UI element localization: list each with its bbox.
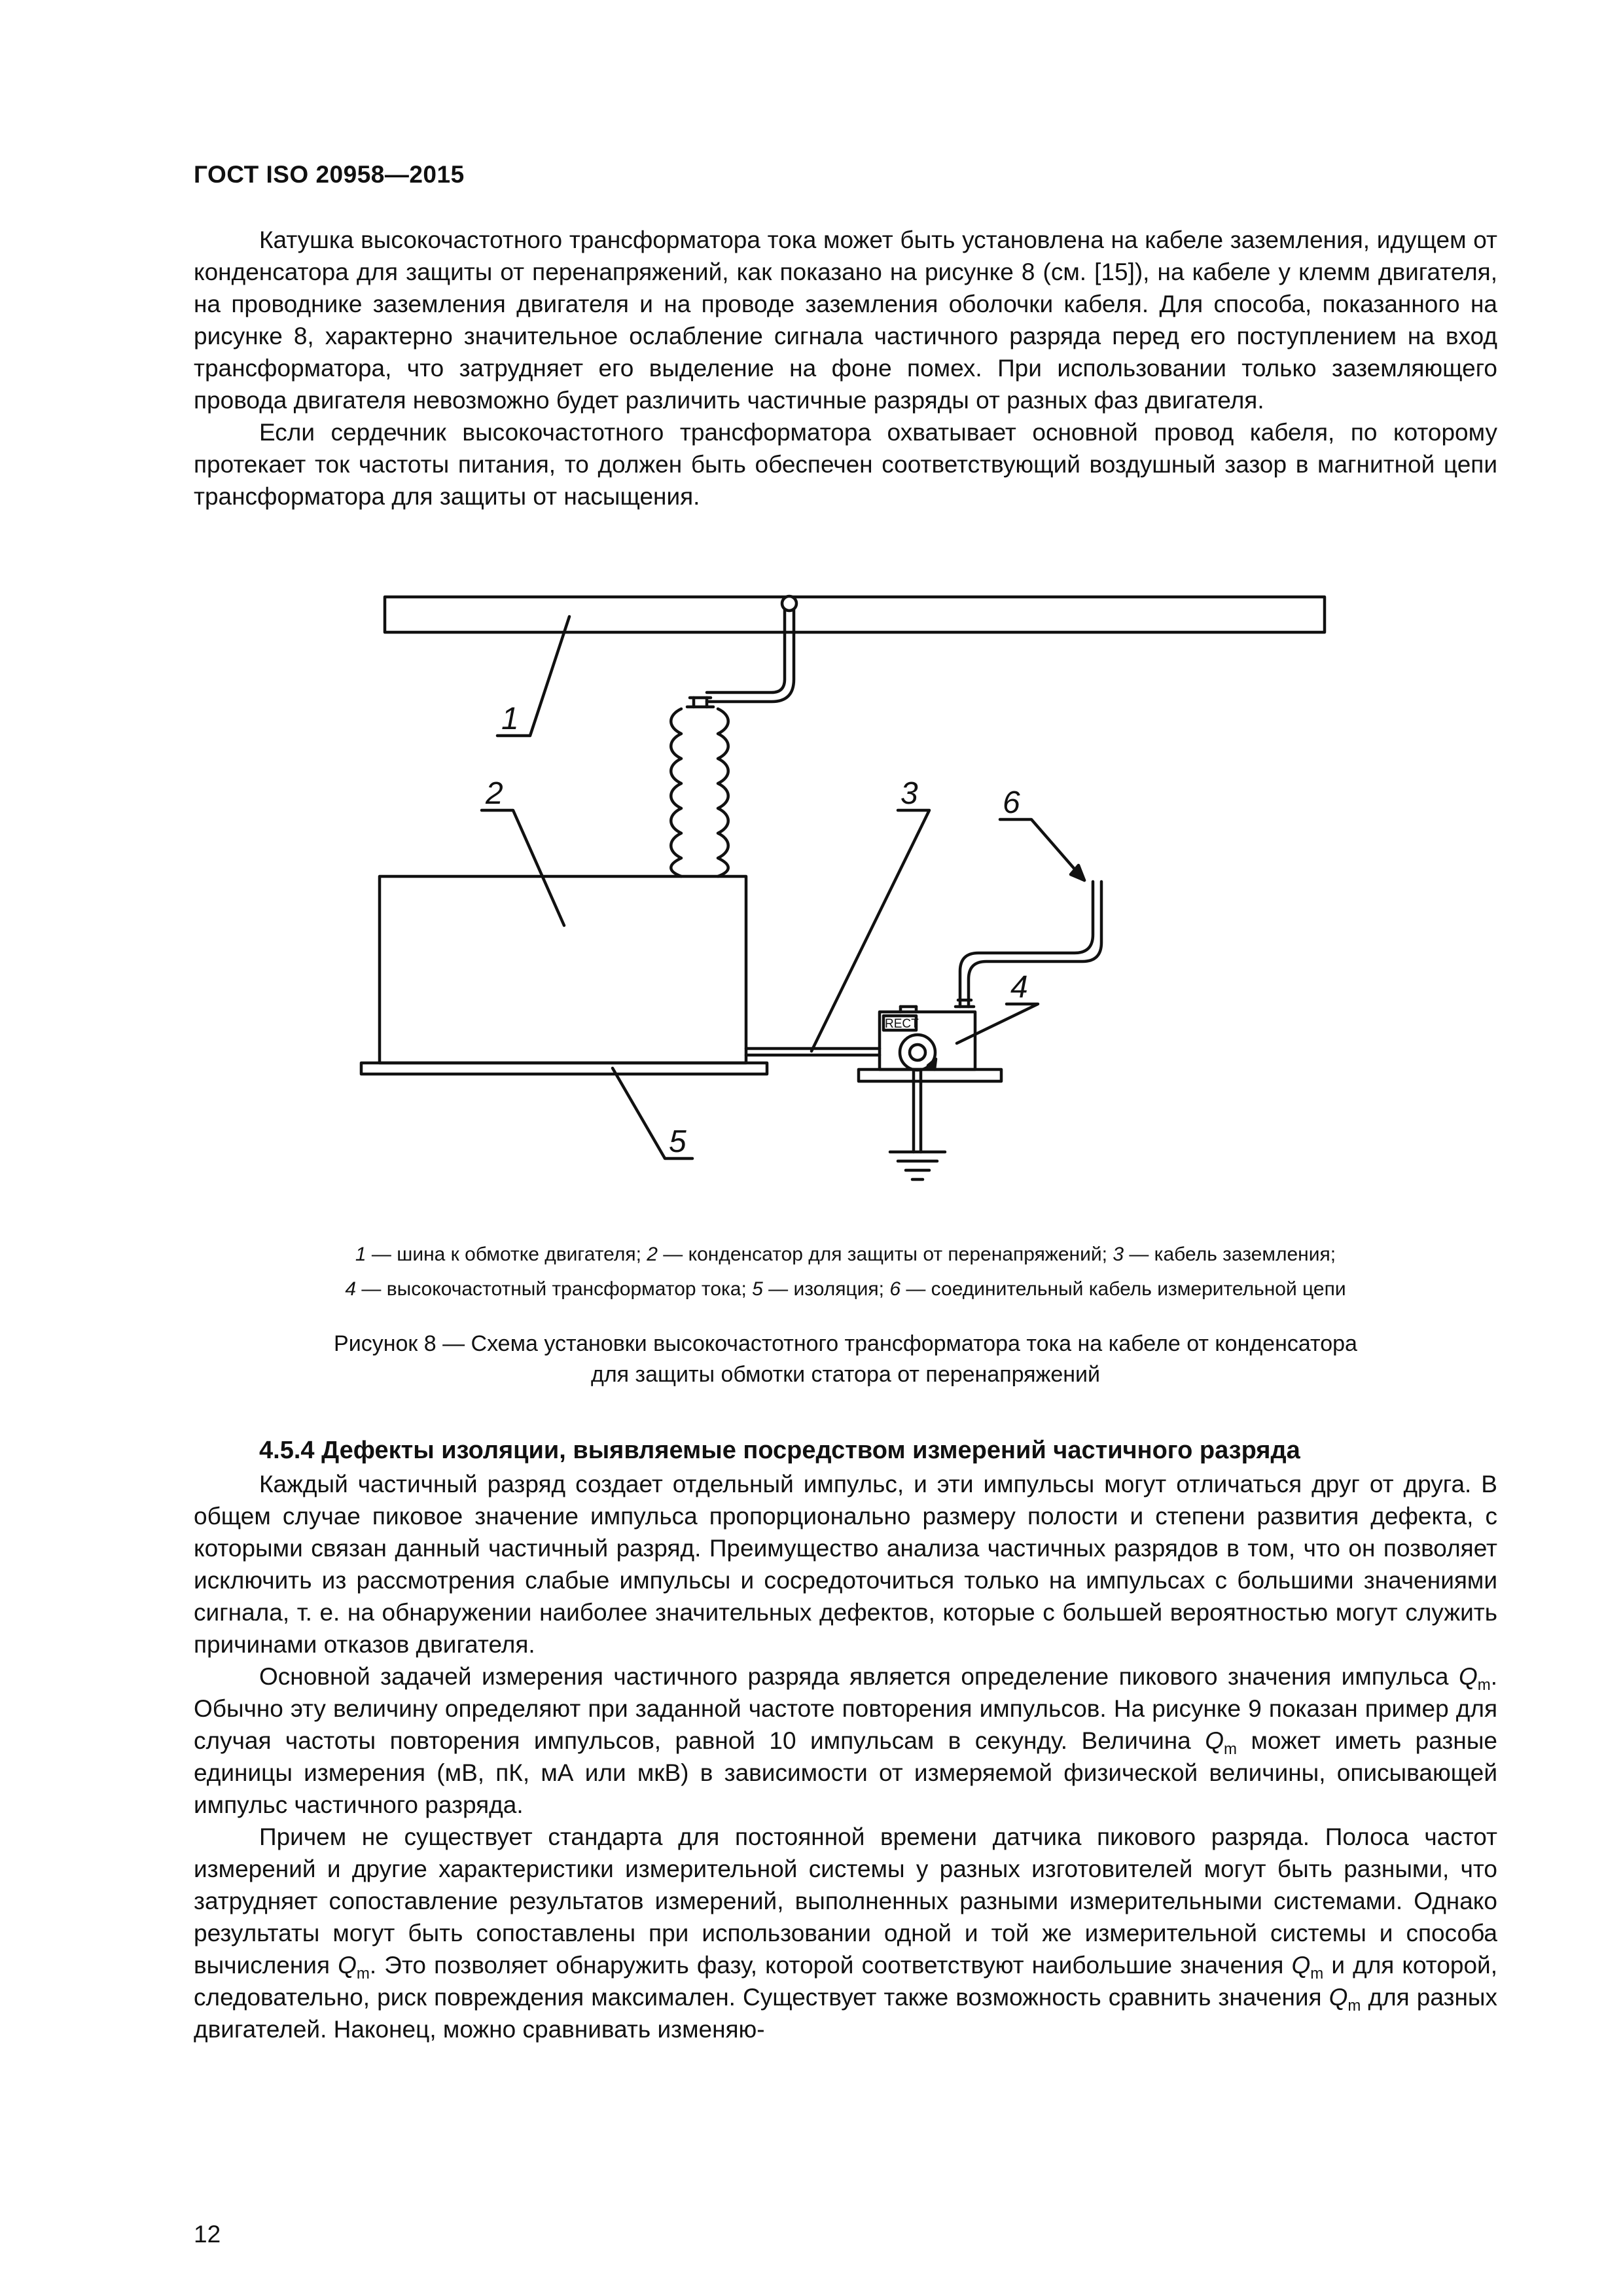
section-heading: 4.5.4 Дефекты изоляции, выявляемые посредством измерений частичного разряда [259, 1437, 1300, 1464]
caption-line-2: для защиты обмотки статора от перенапряжений [591, 1362, 1100, 1387]
label-6: 6 [1003, 785, 1020, 820]
motor-busbar [385, 597, 1325, 632]
caption-line-1: Рисунок 8 — Схема установки высокочастотного трансформатора тока на кабеле от конденсатора [334, 1331, 1357, 1356]
label-1: 1 [501, 702, 519, 736]
document-header: ГОСТ ISO 20958—2015 [194, 161, 465, 188]
page-number: 12 [194, 2221, 221, 2248]
figure-legend [194, 1237, 1497, 1306]
label-4: 4 [1010, 970, 1028, 1005]
figure-8-diagram [0, 583, 1623, 1237]
busbar-lead [707, 610, 785, 692]
label-3: 3 [901, 776, 918, 811]
bushing-right [718, 709, 728, 876]
busbar-connection [782, 596, 796, 611]
section-paragraph-2: Основной задачей измерения частичного разряда является определение пикового значения импульса $Q_m$. Обычно эту величину определяют при заданной частоте повторения импульсов. На рисунке 9 показан пример для случая частоты повторения импульсов, равной 10 импульсам в секунду. Величина $Q_m$ может иметь разные единицы измерения (мВ, пК, мА или мкВ) в зависимости от измеряемой физической величины, описывающей импульс частичного разряда. [194, 1663, 1497, 1818]
rect-label: RECT [885, 1017, 919, 1031]
bushing-left [671, 709, 681, 876]
capacitor-body [380, 876, 746, 1063]
label-5: 5 [669, 1124, 687, 1159]
intro-paragraph-2: Если сердечник высокочастотного трансформатора охватывает основной провод кабеля, по которому протекает ток частоты питания, то должен быть обеспечен соответствующий воздушный зазор в магнитной цепи трансформатора для защиты от насыщения. [194, 419, 1497, 510]
section-text [194, 1468, 1497, 2045]
intro-text [194, 224, 1497, 512]
label-2: 2 [486, 776, 503, 811]
insulation-plate [361, 1063, 767, 1074]
section-paragraph-3: Причем не существует стандарта для постоянной времени датчика пикового разряда. Полоса частот измерений и другие характеристики измерительной системы у разных изготовителей могут быть разными, что затрудняет сопоставление результатов измерений, выполненных разными измерительными системами. Однако результаты могут быть сопоставлены при использовании одной и той же измерительной системы и способа вычисления $Q_m$. Это позволяет обнаружить фазу, которой соответствуют наибольшие значения $Q_m$ и для которой, следовательно, риск повреждения максимален. Существует также возможность сравнить значения $Q_m$ для разных двигателей. Наконец, можно сравнивать изменяю- [194, 1823, 1498, 2043]
leader-4 [957, 1004, 1038, 1043]
ground-icon [890, 1152, 945, 1179]
figure-caption [194, 1329, 1497, 1390]
transformer-core-inner [910, 1045, 925, 1060]
section-paragraph-1: Каждый частичный разряд создает отдельный импульс, и эти импульсы могут отличаться друг от друга. В общем случае пиковое значение импульса пропорционально размеру полости и степени развития дефекта, с которыми связан данный частичный разряд. Преимущество анализа частичных разрядов в том, что он позволяет исключить из рассмотрения слабые импульсы и сосредоточиться только на импульсах с большими значениями сигнала, т. е. на обнаружении наиболее значительных дефектов, которые с большей вероятностью могут служить причинами отказов двигателя. [194, 1471, 1497, 1658]
leader-2 [482, 810, 564, 925]
legend-line-1: 1 — шина к обмотке двигателя; 2 — конденсатор для защиты от перенапряжений; 3 — кабель заземления; [355, 1244, 1336, 1265]
transformer-base-plate [859, 1069, 1001, 1081]
legend-line-2: 4 — высокочастотный трансформатор тока; 5 — изоляция; 6 — соединительный кабель измерительной цепи [345, 1278, 1346, 1300]
intro-paragraph-1: Катушка высокочастотного трансформатора тока может быть установлена на кабеле заземления, идущем от конденсатора для защиты от перенапряжений, как показано на рисунке 8 (см. [15]), на кабеле у клемм двигателя, на проводнике заземления двигателя и на проводе заземления оболочки кабеля. Для способа, показанного на рисунке 8, характерно значительное ослабление сигнала частичного разряда перед его поступлением на вход трансформатора, что затрудняет его выделение на фоне помех. При использовании только заземляющего провода двигателя невозможно будет различить частичные разряды от разных фаз двигателя. [194, 226, 1497, 414]
